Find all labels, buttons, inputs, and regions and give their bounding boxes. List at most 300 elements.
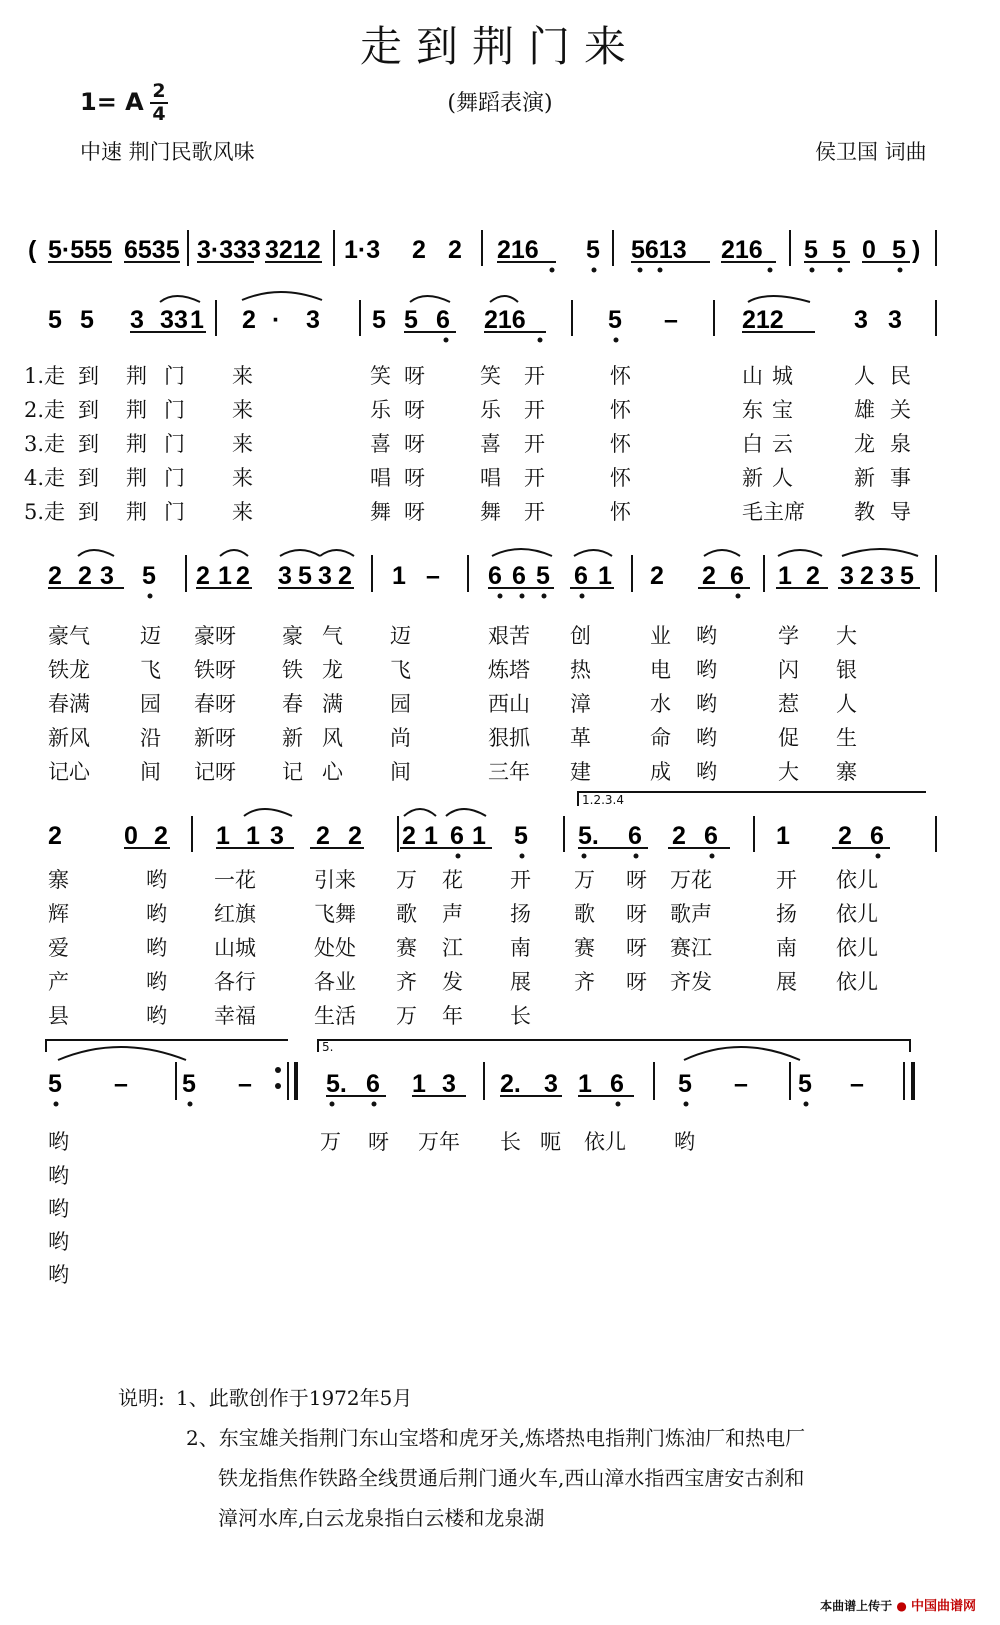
- lyric-word: 呀: [404, 432, 425, 456]
- lyric-word: 依儿: [836, 902, 878, 926]
- lyric-word: 门: [164, 466, 185, 490]
- lyric-word: 尚: [390, 726, 411, 750]
- lyric-word: 1.走: [24, 364, 66, 388]
- row2-notes: [48, 306, 902, 334]
- lyric-word: 5.走: [24, 500, 66, 524]
- lyric-word: 铁呀: [194, 658, 236, 682]
- lyric-word: 呀: [368, 1130, 389, 1154]
- lyric-word: 春呀: [194, 692, 236, 716]
- note: 5: [678, 1070, 692, 1098]
- lyric-word: 哟: [48, 1263, 69, 1287]
- note: 2: [672, 822, 686, 850]
- lyric-word: 展: [776, 970, 797, 994]
- lyric-word: 呀: [626, 868, 647, 892]
- lyric-word: 成: [650, 760, 671, 784]
- lyric-word: 哟: [696, 692, 717, 716]
- lyric-word: 齐发: [670, 970, 712, 994]
- note: –: [114, 1070, 128, 1098]
- lyric-word: 记: [282, 760, 303, 784]
- note: 1: [424, 822, 438, 850]
- lyric-word: 人: [772, 466, 793, 490]
- lyric-word: 新: [742, 466, 763, 490]
- lyric-word: 赛: [396, 936, 417, 960]
- note: 3: [174, 306, 188, 334]
- footer-credit: [820, 1595, 976, 1614]
- lyric-word: 怀: [610, 364, 631, 388]
- note: 1: [412, 1070, 426, 1098]
- lyric-word: 心: [322, 760, 343, 784]
- lyric-word: 爱: [48, 936, 69, 960]
- note: 0: [124, 822, 138, 850]
- site-logo-icon: ●: [896, 1599, 907, 1613]
- note: 2: [196, 562, 210, 590]
- lyric-word: 门: [164, 500, 185, 524]
- note: 6: [574, 562, 588, 590]
- lyric-word: 到: [78, 466, 99, 490]
- lyric-word: 4.走: [24, 466, 66, 490]
- lyric-word: 门: [164, 432, 185, 456]
- note: 6: [488, 562, 502, 590]
- lyric-word: 处处: [314, 936, 356, 960]
- lyric-word: 喜: [370, 432, 391, 456]
- note: 5: [798, 1070, 812, 1098]
- note: 2: [242, 306, 256, 334]
- note: 2: [650, 562, 664, 590]
- lyric-word: 开: [524, 466, 545, 490]
- lyric-word: 人: [854, 364, 875, 388]
- lyric-word: 唱: [370, 466, 391, 490]
- lyric-word: 来: [232, 500, 253, 524]
- note: 6: [366, 1070, 380, 1098]
- note: 6: [730, 562, 744, 590]
- note: 2: [316, 822, 330, 850]
- lyric-word: 满: [322, 692, 343, 716]
- lyric-word: 长: [500, 1130, 521, 1154]
- note: 2.: [500, 1070, 521, 1098]
- lyric-word: 3.走: [24, 432, 66, 456]
- lyric-word: 江: [442, 936, 463, 960]
- lyric-word: 呀: [626, 902, 647, 926]
- lyric-word: 雄: [854, 398, 875, 422]
- lyric-word: 呀: [626, 970, 647, 994]
- lyric-word: 大: [778, 760, 799, 784]
- lyric-word: 万: [320, 1130, 341, 1154]
- note: 2: [838, 822, 852, 850]
- lyric-word: 创: [570, 624, 591, 648]
- lyric-word: 三年: [488, 760, 530, 784]
- notes-line-2: 2、东宝雄关指荆门东山宝塔和虎牙关,炼塔热电指荆门炼油厂和热电厂: [186, 1426, 806, 1450]
- lyric-word: 乐: [370, 398, 391, 422]
- note: 1: [218, 562, 232, 590]
- lyric-word: 春满: [48, 692, 90, 716]
- note: 3212: [265, 236, 321, 264]
- tempo-marking: 中速 荆门民歌风味: [80, 140, 255, 164]
- lyric-word: 依儿: [836, 970, 878, 994]
- lyric-word: 荆: [126, 432, 147, 456]
- lyric-word: 到: [78, 500, 99, 524]
- lyric-word: 来: [232, 466, 253, 490]
- lyric-word: 花: [442, 868, 463, 892]
- lyric-word: 各业: [314, 970, 356, 994]
- lyric-word: 万: [396, 868, 417, 892]
- note: 5: [142, 562, 156, 590]
- lyric-word: 哟: [696, 726, 717, 750]
- lyric-word: 毛主席: [742, 500, 805, 524]
- lyric-word: 依儿: [836, 868, 878, 892]
- lyric-word: 银: [836, 658, 857, 682]
- lyric-word: 哟: [146, 1004, 167, 1028]
- lyric-word: 学: [778, 624, 799, 648]
- composer-credit: 侯卫国 词曲: [815, 140, 927, 164]
- lyric-word: 荆: [126, 364, 147, 388]
- lyric-word: 哟: [146, 902, 167, 926]
- lyric-word: 齐: [574, 970, 595, 994]
- lyric-word: 荆: [126, 466, 147, 490]
- lyric-word: 飞: [390, 658, 411, 682]
- lyric-word: 建: [570, 760, 591, 784]
- lyric-word: 豪气: [48, 624, 90, 648]
- note: 5: [832, 236, 846, 264]
- note: 5613: [631, 236, 687, 264]
- note: 2: [860, 562, 874, 590]
- lyric-word: 气: [322, 624, 343, 648]
- row3-notes: [48, 562, 914, 590]
- footer-upload-text: 本曲谱上传于: [820, 1599, 893, 1613]
- lyric-word: 怀: [610, 432, 631, 456]
- lyric-word: 一花: [214, 868, 256, 892]
- lyric-word: 龙: [854, 432, 875, 456]
- lyric-word: 哟: [48, 1164, 69, 1188]
- lyric-word: 万: [396, 1004, 417, 1028]
- note: –: [850, 1070, 864, 1098]
- note: 3: [442, 1070, 456, 1098]
- lyric-word: 教: [854, 500, 875, 524]
- note: 5: [182, 1070, 196, 1098]
- lyric-word: 导: [890, 500, 911, 524]
- note: 3: [160, 306, 174, 334]
- lyric-word: 万花: [670, 868, 712, 892]
- lyric-word: 乐: [480, 398, 501, 422]
- note: 2: [412, 236, 426, 264]
- intro-close-paren: ): [912, 236, 921, 264]
- note: 5: [608, 306, 622, 334]
- row5-notes: [48, 1070, 864, 1098]
- lyric-word: 扬: [510, 902, 531, 926]
- note: 6: [512, 562, 526, 590]
- note: 5: [536, 562, 550, 590]
- lyric-word: 新呀: [194, 726, 236, 750]
- note: 6: [870, 822, 884, 850]
- lyric-word: 炼塔: [488, 658, 530, 682]
- lyric-word: 哟: [674, 1130, 695, 1154]
- note: 1: [578, 1070, 592, 1098]
- lyric-word: 迈: [140, 624, 161, 648]
- lyric-word: 齐: [396, 970, 417, 994]
- lyric-word: 开: [776, 868, 797, 892]
- lyric-word: 到: [78, 364, 99, 388]
- note: 3·333: [197, 236, 261, 264]
- note: 216: [497, 236, 539, 264]
- lyric-word: 引来: [314, 868, 356, 892]
- lyric-word: 哟: [696, 760, 717, 784]
- lyric-word: 扬: [776, 902, 797, 926]
- lyric-word: 新: [282, 726, 303, 750]
- notes-line-3: 铁龙指焦作铁路全线贯通后荆门通火车,西山漳水指西宝唐安古刹和: [218, 1466, 805, 1490]
- lyric-word: 水: [650, 692, 671, 716]
- lyric-word: 城: [772, 364, 793, 388]
- note: 2: [402, 822, 416, 850]
- lyric-word: 云: [772, 432, 793, 456]
- intro-open-paren: (: [28, 236, 37, 264]
- time-signature-bottom: 4: [152, 103, 166, 125]
- lyric-word: 依儿: [836, 936, 878, 960]
- row4-notes: [48, 822, 884, 850]
- note: 2: [48, 822, 62, 850]
- lyric-word: 漳: [570, 692, 591, 716]
- note: 2: [348, 822, 362, 850]
- note: 5·555: [48, 236, 112, 264]
- lyric-word: 呀: [404, 398, 425, 422]
- note: 3: [100, 562, 114, 590]
- lyric-word: 县: [48, 1004, 69, 1028]
- lyric-word: 来: [232, 398, 253, 422]
- lyric-word: 歌: [396, 902, 417, 926]
- intro-notes: [28, 236, 920, 264]
- lyric-word: 到: [78, 432, 99, 456]
- lyric-word: 声: [442, 902, 463, 926]
- lyric-word: 园: [390, 692, 411, 716]
- note: 2: [236, 562, 250, 590]
- lyric-word: 怀: [610, 466, 631, 490]
- lyric-word: 哟: [146, 970, 167, 994]
- lyric-word: 呃: [540, 1130, 561, 1154]
- lyric-word: 飞舞: [314, 902, 356, 926]
- note: 5: [80, 306, 94, 334]
- lyric-word: 各行: [214, 970, 256, 994]
- lyric-word: 辉: [48, 902, 69, 926]
- notes-line-1: 1、此歌创作于1972年5月: [176, 1386, 413, 1410]
- lyric-word: 间: [390, 760, 411, 784]
- note: 3: [854, 306, 868, 334]
- lyric-word: 2.走: [24, 398, 66, 422]
- lyric-word: 闪: [778, 658, 799, 682]
- note: 2: [48, 562, 62, 590]
- note: 2: [78, 562, 92, 590]
- lyric-word: 哟: [48, 1197, 69, 1221]
- note: 5: [298, 562, 312, 590]
- lyric-word: 开: [510, 868, 531, 892]
- note: 1: [778, 562, 792, 590]
- notes-label: 说明:: [118, 1386, 165, 1410]
- lyric-word: 促: [778, 726, 799, 750]
- lyric-word: 大: [836, 624, 857, 648]
- note: ·: [272, 306, 281, 334]
- notes-line-4: 漳河水库,白云龙泉指白云楼和龙泉湖: [218, 1506, 545, 1530]
- note: 5.: [326, 1070, 347, 1098]
- note: 2: [338, 562, 352, 590]
- note: –: [664, 306, 678, 334]
- note: 5: [48, 306, 62, 334]
- note: 3: [130, 306, 144, 334]
- lyric-word: 发: [442, 970, 463, 994]
- note: 6: [450, 822, 464, 850]
- note: 5: [586, 236, 600, 264]
- lyric-word: 歌: [574, 902, 595, 926]
- lyric-word: 龙: [322, 658, 343, 682]
- lyric-word: 革: [570, 726, 591, 750]
- note: 5: [48, 1070, 62, 1098]
- lyric-word: 寨: [48, 868, 69, 892]
- lyric-word: 哟: [146, 936, 167, 960]
- lyric-word: 狠抓: [488, 726, 530, 750]
- note: –: [426, 562, 440, 590]
- lyric-word: 到: [78, 398, 99, 422]
- lyric-word: 呀: [404, 500, 425, 524]
- note: 3: [888, 306, 902, 334]
- note: 1: [392, 562, 406, 590]
- lyric-word: 南: [776, 936, 797, 960]
- lyric-word: 依儿: [584, 1130, 626, 1154]
- note: 1: [472, 822, 486, 850]
- lyric-word: 民: [890, 364, 911, 388]
- note: 2: [154, 822, 168, 850]
- lyric-word: 关: [890, 398, 911, 422]
- lyric-word: 业: [650, 624, 671, 648]
- lyric-word: 豪呀: [194, 624, 236, 648]
- lyric-word: 热: [570, 658, 591, 682]
- lyric-word: 长: [510, 1004, 531, 1028]
- note: –: [734, 1070, 748, 1098]
- note: 5: [892, 236, 906, 264]
- lyric-word: 来: [232, 432, 253, 456]
- lyric-word: 赛江: [670, 936, 712, 960]
- song-subtitle: (舞蹈表演): [447, 91, 553, 116]
- volta-1-label: 1.2.3.4: [582, 793, 624, 807]
- note: 3: [318, 562, 332, 590]
- lyric-word: 春: [282, 692, 303, 716]
- note: 5: [900, 562, 914, 590]
- lyric-word: 寨: [836, 760, 857, 784]
- note: 1: [776, 822, 790, 850]
- note: 6: [628, 822, 642, 850]
- lyric-word: 白: [742, 432, 763, 456]
- note: 1·3: [344, 236, 381, 264]
- lyric-word: 荆: [126, 398, 147, 422]
- note: 216: [721, 236, 763, 264]
- lyric-word: 门: [164, 398, 185, 422]
- note: 0: [862, 236, 876, 264]
- note: 3: [544, 1070, 558, 1098]
- lyric-word: 开: [524, 432, 545, 456]
- lyric-word: 豪: [282, 624, 303, 648]
- note: 3: [270, 822, 284, 850]
- lyric-word: 哟: [696, 624, 717, 648]
- note: 3: [880, 562, 894, 590]
- note: 6535: [124, 236, 180, 264]
- lyric-word: 唱: [480, 466, 501, 490]
- song-title: 走到荆门来: [359, 22, 640, 71]
- lyric-word: 西山: [488, 692, 530, 716]
- note: 6: [436, 306, 450, 334]
- note: 3: [306, 306, 320, 334]
- lyric-word: 东: [742, 398, 763, 422]
- lyric-word: 艰苦: [488, 624, 530, 648]
- note: 2: [702, 562, 716, 590]
- lyric-word: 产: [48, 970, 69, 994]
- lyric-word: 沿: [140, 726, 161, 750]
- lyric-word: 万: [574, 868, 595, 892]
- note: 3: [278, 562, 292, 590]
- footer-brand[interactable]: 中国曲谱网: [910, 1599, 976, 1614]
- note: 2: [806, 562, 820, 590]
- lyric-word: 开: [524, 364, 545, 388]
- lyric-word: 呀: [404, 466, 425, 490]
- lyric-word: 山: [742, 364, 763, 388]
- note: 5.: [578, 822, 599, 850]
- lyric-word: 幸福: [214, 1004, 256, 1028]
- volta-2-label: 5.: [322, 1040, 334, 1054]
- note: 5: [372, 306, 386, 334]
- note: 1: [246, 822, 260, 850]
- lyric-word: 惹: [778, 692, 799, 716]
- lyric-word: 笑: [480, 364, 501, 388]
- lyric-word: 门: [164, 364, 185, 388]
- lyric-word: 生: [836, 726, 857, 750]
- note: 212: [742, 306, 784, 334]
- lyric-word: 泉: [890, 432, 911, 456]
- lyric-word: 荆: [126, 500, 147, 524]
- note: 5: [404, 306, 418, 334]
- lyric-word: 风: [322, 726, 343, 750]
- lyric-word: 赛: [574, 936, 595, 960]
- lyric-word: 生活: [314, 1004, 356, 1028]
- lyric-word: 园: [140, 692, 161, 716]
- lyric-word: 铁: [282, 658, 303, 682]
- lyric-word: 宝: [772, 398, 793, 422]
- note: 2: [448, 236, 462, 264]
- note: 1: [598, 562, 612, 590]
- lyric-word: 人: [836, 692, 857, 716]
- lyric-word: 哟: [48, 1130, 69, 1154]
- lyric-word: 南: [510, 936, 531, 960]
- lyric-word: 哟: [696, 658, 717, 682]
- lyric-word: 开: [524, 500, 545, 524]
- lyric-word: 间: [140, 760, 161, 784]
- lyric-word: 怀: [610, 500, 631, 524]
- lyric-word: 来: [232, 364, 253, 388]
- note: 3: [840, 562, 854, 590]
- lyric-word: 万年: [418, 1130, 460, 1154]
- lyric-word: 呀: [626, 936, 647, 960]
- lyric-word: 新风: [48, 726, 90, 750]
- lyric-word: 事: [890, 466, 911, 490]
- lyric-word: 呀: [404, 364, 425, 388]
- lyric-word: 怀: [610, 398, 631, 422]
- lyric-word: 哟: [146, 868, 167, 892]
- lyric-word: 电: [650, 658, 671, 682]
- lyric-word: 红旗: [214, 902, 256, 926]
- note: 5: [804, 236, 818, 264]
- lyric-word: 开: [524, 398, 545, 422]
- note: 5: [514, 822, 528, 850]
- lyric-word: 歌声: [670, 902, 712, 926]
- lyric-word: 新: [854, 466, 875, 490]
- lyric-word: 山城: [214, 936, 256, 960]
- key-signature: 1= A: [80, 88, 144, 116]
- note: –: [238, 1070, 252, 1098]
- lyric-word: 展: [510, 970, 531, 994]
- lyric-word: 命: [650, 726, 671, 750]
